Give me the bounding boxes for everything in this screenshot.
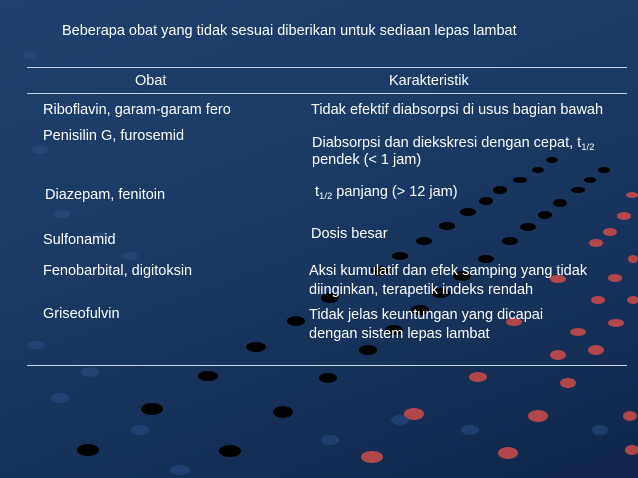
header-karakteristik: Karakteristik <box>389 73 469 89</box>
characteristic-cell-line-1: Aksi kumulatif dan efek samping yang tidak <box>309 263 588 279</box>
table-top-rule <box>27 67 627 68</box>
characteristic-cell: Dosis besar <box>311 226 388 242</box>
characteristic-cell <box>315 183 458 202</box>
drug-cell: Sulfonamid <box>43 232 116 248</box>
characteristic-cell-line-2: diinginkan, terapetik indeks rendah <box>309 282 534 298</box>
characteristic-text: Diabsorpsi dan diekskresi dengan cepat, $t_{1/2}$ <box>312 135 595 153</box>
drug-cell: Fenobarbital, digitoksin <box>43 263 193 279</box>
drug-cell: Griseofulvin <box>43 306 120 322</box>
drug-cell: Riboflavin, garam-garam fero <box>43 102 231 118</box>
drug-cell: Diazepam, fenitoin <box>45 187 166 203</box>
characteristic-cell-line-2: dengan sistem lepas lambat <box>309 326 490 342</box>
characteristic-cell: Tidak efektif diabsorpsi di usus bagian bawah <box>311 102 604 118</box>
slide-title: Beberapa obat yang tidak sesuai diberikan untuk sediaan lepas lambat <box>62 23 517 39</box>
characteristic-text: $t_{1/2}$ panjang (> 12 jam) <box>315 184 458 202</box>
header-obat: Obat <box>135 73 167 89</box>
table-header-rule <box>27 93 627 94</box>
characteristic-cell-line-2: pendek (< 1 jam) <box>312 152 422 168</box>
characteristic-cell-line-1: Tidak jelas keuntungan yang dicapai <box>309 307 544 323</box>
drug-cell: Penisilin G, furosemid <box>43 128 185 144</box>
table-bottom-rule <box>27 365 627 366</box>
